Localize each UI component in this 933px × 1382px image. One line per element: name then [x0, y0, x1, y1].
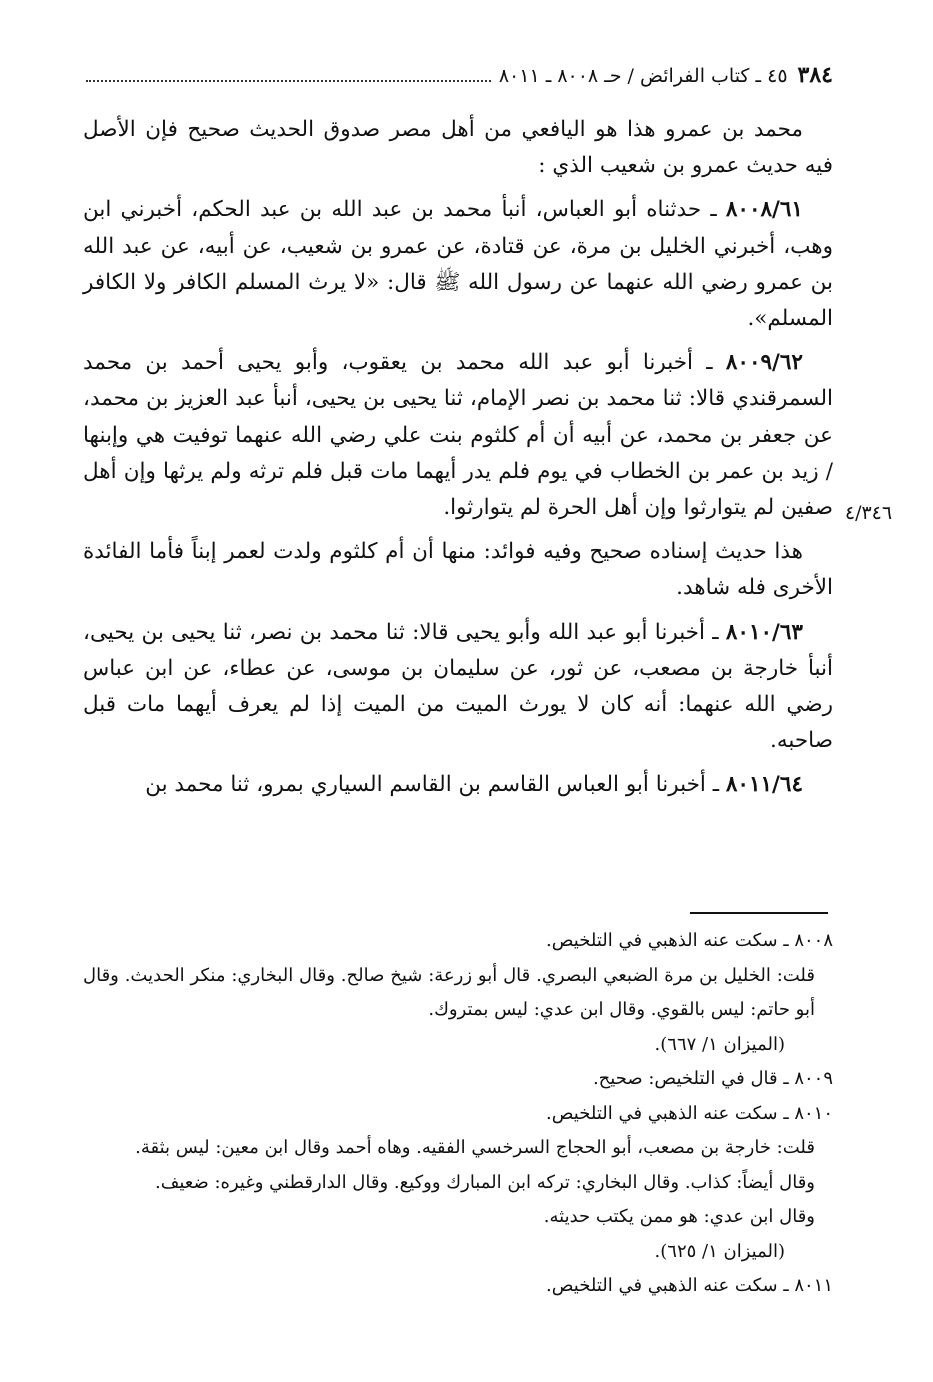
main-text — [83, 112, 833, 812]
footnote-8008: ٨٠٠٨ ـ سكت عنه الذهبي في التلخيص. — [546, 930, 833, 951]
footnote-8010-note-2: وقال أيضاً: كذاب. وقال البخاري: تركه ابن المبارك ووكيع. وقال الدارقطني وغيره: ضعيف. — [154, 1171, 815, 1193]
footnotes — [83, 924, 833, 1304]
footnote-8011: ٨٠١١ ـ سكت عنه الذهبي في التلخيص. — [546, 1275, 833, 1296]
page-number: ٣٨٤ — [797, 62, 833, 88]
footnote-8008-source: (الميزان ١/ ٦٦٧). — [654, 1033, 785, 1055]
footnote-8010-note-3: وقال ابن عدي: هو ممن يكتب حديثه. — [543, 1206, 815, 1227]
hadith-text: ـ حدثناه أبو العباس، أنبأ محمد بن عبد الله بن عبد الحكم، أخبرني ابن وهب، أخبرني الخليل بن مرة، عن قتادة، عن عمرو بن شعيب، عن أبيه، عن عبد الله بن عمرو رضي الله عنهما عن رسول الله ﷺ قال: «لا يرث المسلم الكافر ولا الكافر المسلم». — [83, 197, 833, 332]
footnote-8008-note: قلت: الخليل بن مرة الضبعي البصري. قال أبو زرعة: شيخ صالح. وقال البخاري: منكر الحديث. وقال أبو حاتم: ليس بالقوي. وقال ابن عدي: ليس بمتروك. — [83, 964, 816, 1020]
hadith-8010 — [83, 615, 833, 760]
running-header — [78, 62, 833, 92]
margin-reference: ٤/٣٤٦ — [844, 502, 893, 524]
hadith-number: ٨٠١١/٦٤ — [725, 772, 803, 798]
hadith-8011 — [83, 767, 833, 803]
header-dot-leader — [86, 79, 491, 82]
footnote-separator — [690, 912, 828, 914]
hadith-number: ٨٠٠٨/٦١ — [725, 197, 803, 223]
hadith-number: ٨٠١٠/٦٣ — [725, 619, 803, 645]
commentary-paragraph: هذا حديث إسناده صحيح وفيه فوائد: منها أن أم كلثوم ولدت لعمر إبناً فأما الفائدة الأخرى فله شاهد. — [83, 539, 833, 601]
footnote-8010-note-1: قلت: خارجة بن مصعب، أبو الحجاج السرخسي الفقيه. وهاه أحمد وقال ابن معين: ليس بثقة. — [135, 1137, 815, 1158]
intro-paragraph: محمد بن عمرو هذا هو اليافعي من أهل مصر صدوق الحديث صحيح فإن الأصل فيه حديث عمرو بن شعيب الذي : — [83, 117, 833, 179]
hadith-8009 — [83, 345, 833, 526]
hadith-8008 — [83, 192, 833, 337]
hadith-text: ـ أخبرنا أبو عبد الله محمد بن يعقوب، وأبو يحيى أحمد بن محمد السمرقندي قالا: ثنا محمد بن نصر الإمام، ثنا يحيى بن يحيى، أنبأ عبد العزيز بن محمد، عن جعفر بن محمد، عن أبيه أن أم كلثوم بنت علي رضي الله عنهما توفيت هي وإبنها / زيد بن عمر بن الخطاب في يوم فلم يدر أيهما مات قبل فلم ترثه ولم يرثها وإن أهل صفين لم يتوارثوا وإن أهل الحرة لم يتوارثوا. — [83, 350, 833, 521]
footnote-8009: ٨٠٠٩ ـ قال في التلخيص: صحيح. — [592, 1068, 833, 1089]
hadith-text: ـ أخبرنا أبو عبد الله وأبو يحيى قالا: ثنا محمد بن نصر، ثنا يحيى بن يحيى، أنبأ خارجة بن مصعب، عن ثور، عن سليمان بن موسى، عن عطاء، عن ابن عباس رضي الله عنهما: أنه كان لا يورث الميت من الميت إذا لم يعرف أيهما مات قبل صاحبه. — [83, 619, 833, 754]
footnote-8010: ٨٠١٠ ـ سكت عنه الذهبي في التلخيص. — [546, 1102, 833, 1124]
hadith-text: ـ أخبرنا أبو العباس القاسم بن القاسم السياري بمرو، ثنا محمد بن — [145, 772, 720, 798]
hadith-number: ٨٠٠٩/٦٢ — [725, 350, 803, 376]
chapter-title: ٤٥ ـ كتاب الفرائض / حـ ٨٠٠٨ ـ ٨٠١١ — [498, 65, 788, 87]
footnote-8010-source: (الميزان ١/ ٦٢٥). — [654, 1240, 785, 1262]
